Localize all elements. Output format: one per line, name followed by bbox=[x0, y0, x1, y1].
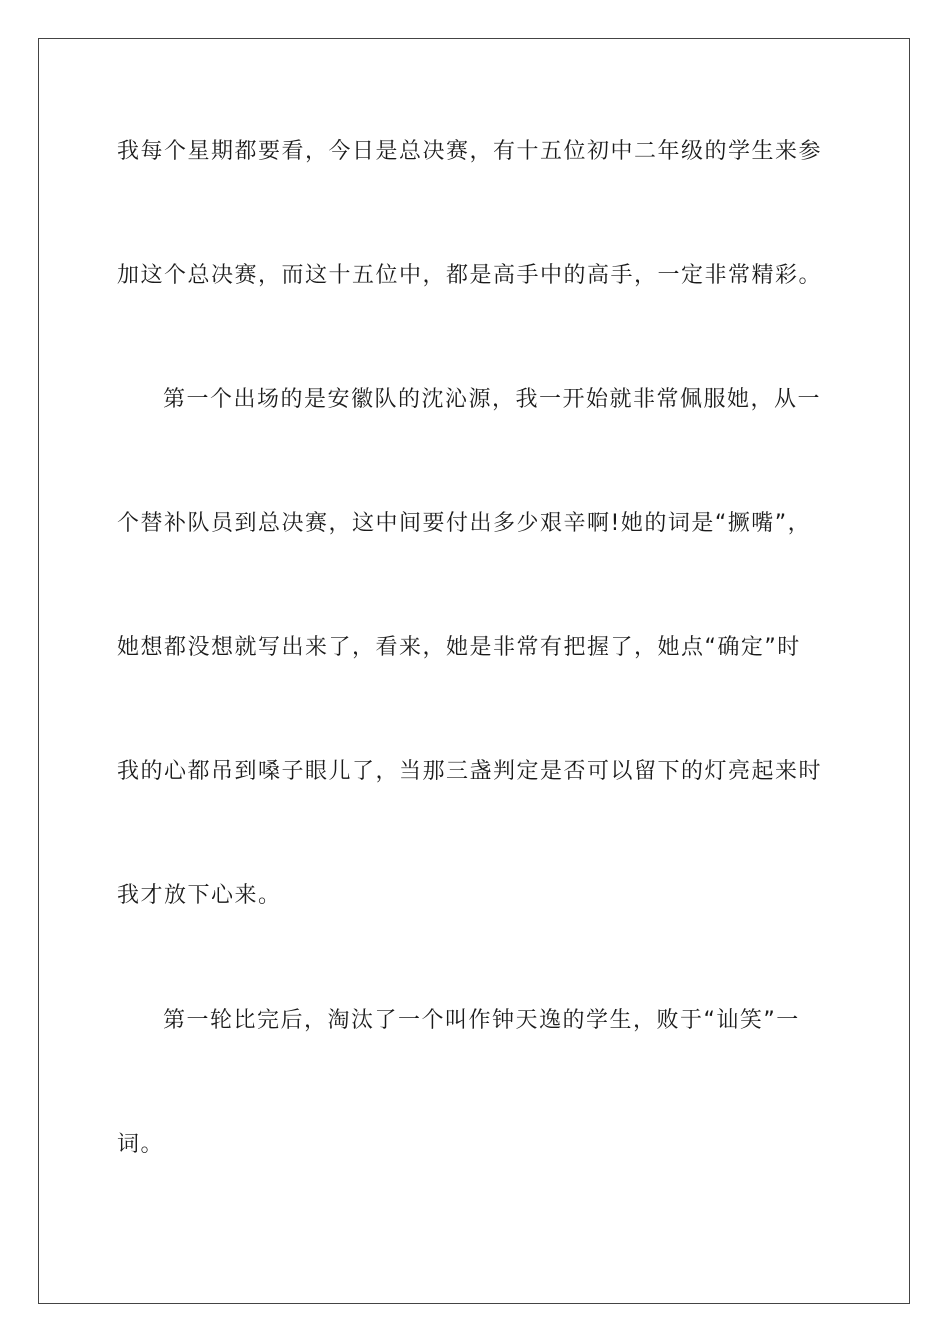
paragraph-2-line-3: 她想都没想就写出来了，看来，她是非常有把握了，她点“确定”时 bbox=[117, 635, 801, 660]
paragraph-1-line-1: 我每个星期都要看，今日是总决赛，有十五位初中二年级的学生来参 bbox=[117, 139, 823, 164]
paragraph-2-line-1: 第一个出场的是安徽队的沈沁源，我一开始就非常佩服她，从一 bbox=[163, 387, 822, 412]
paragraph-3-line-1: 第一轮比完后，淘汰了一个叫作钟天逸的学生，败于“讪笑”一 bbox=[163, 1008, 800, 1033]
paragraph-2-line-2: 个替补队员到总决赛，这中间要付出多少艰辛啊!她的词是“撅嘴”， bbox=[117, 511, 812, 536]
paragraph-2-line-4: 我的心都吊到嗓子眼儿了，当那三盏判定是否可以留下的灯亮起来时 bbox=[117, 759, 823, 784]
paragraph-1-line-2: 加这个总决赛，而这十五位中，都是高手中的高手，一定非常精彩。 bbox=[117, 263, 823, 288]
paragraph-2-line-5: 我才放下心来。 bbox=[117, 883, 282, 908]
paragraph-3-line-2: 词。 bbox=[117, 1132, 165, 1157]
page-border bbox=[38, 38, 910, 1304]
